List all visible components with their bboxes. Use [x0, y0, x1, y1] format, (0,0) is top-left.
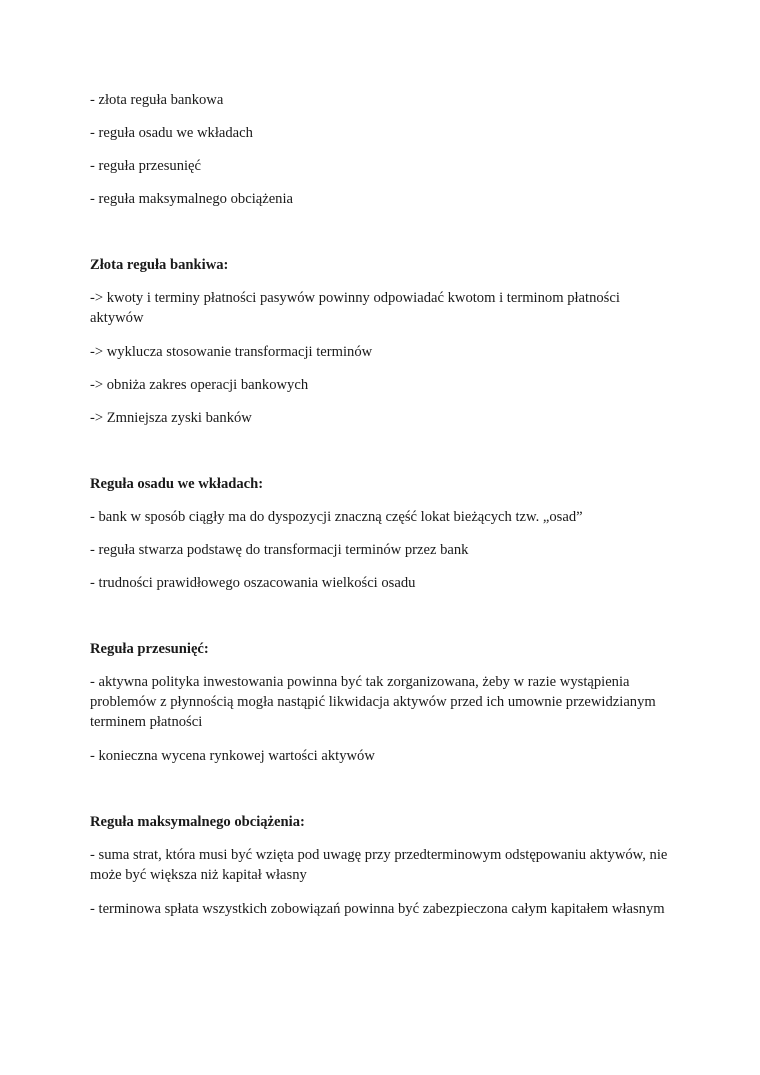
intro-item-osad: - reguła osadu we wkładach [90, 125, 253, 141]
section-item: - suma strat, która musi być wzięta pod uwagę przy przedterminowym odstępowaniu aktywów, nie może być większa niż kapitał własny [90, 847, 668, 883]
intro-item-zlota: - złota reguła bankowa [90, 92, 224, 108]
section-heading-regula-maksymalnego-obciazenia: Reguła maksymalnego obciążenia: [90, 814, 305, 830]
section-item: -> Zmniejsza zyski banków [90, 410, 252, 426]
section-item: -> kwoty i terminy płatności pasywów powinny odpowiadać kwotom i terminom płatności aktywów [90, 290, 620, 326]
section-item: - trudności prawidłowego oszacowania wielkości osadu [90, 575, 416, 591]
section-item: - bank w sposób ciągły ma do dyspozycji znaczną część lokat bieżących tzw. „osad” [90, 509, 583, 525]
section-heading-regula-przesuniec: Reguła przesunięć: [90, 641, 209, 657]
intro-item-przesuniec: - reguła przesunięć [90, 158, 202, 174]
section-heading-regula-osadu: Reguła osadu we wkładach: [90, 476, 264, 492]
section-item: - konieczna wycena rynkowej wartości aktywów [90, 748, 375, 764]
section-item: - reguła stwarza podstawę do transformacji terminów przez bank [90, 542, 469, 558]
section-item: -> obniża zakres operacji bankowych [90, 377, 309, 393]
section-item: - terminowa spłata wszystkich zobowiązań powinna być zabezpieczona całym kapitałem własnym [90, 901, 665, 917]
intro-item-obciazenie: - reguła maksymalnego obciążenia [90, 191, 294, 207]
section-item: - aktywna polityka inwestowania powinna być tak zorganizowana, żeby w razie wystąpienia problemów z płynnością mogła nastąpić likwidacja aktywów przed ich umownie przewidzianym terminem płatności [90, 674, 656, 730]
section-heading-zlota-regula: Złota reguła bankiwa: [90, 257, 229, 273]
section-item: -> wyklucza stosowanie transformacji terminów [90, 344, 373, 360]
